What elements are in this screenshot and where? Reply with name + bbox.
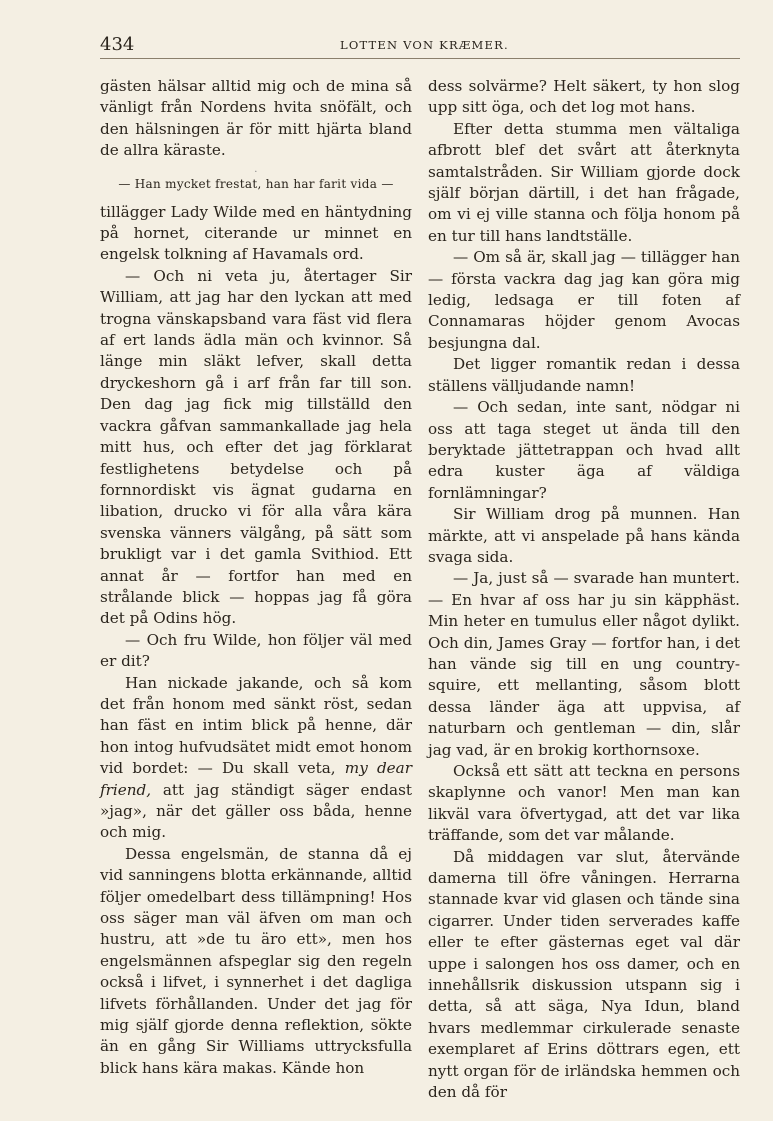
paragraph: Efter detta stumma men vältaliga afbrott blef det svårt att återknyta samtalstråden. Sir William gjorde dock själf början därtill, i det han frågade, om vi ej ville stanna och följa honom på en tur till hans landtställe. [428, 119, 740, 245]
verse-quote: · — Han mycket frestat, han har farit vida — [100, 170, 412, 192]
italic-phrase: my dear friend, [100, 759, 412, 799]
paragraph: tillägger Lady Wilde med en häntydning på hornet, citerande ur minnet en engelsk tolkning af Havamals ord. [100, 202, 412, 264]
right-column [428, 76, 740, 1104]
paragraph: — Och fru Wilde, hon följer väl med er dit? [100, 630, 412, 671]
paragraph [100, 673, 412, 844]
paragraph: — Och sedan, inte sant, nödgar ni oss att taga steget ut ända till den beryktade jättetrappan och hvad allt edra kuster äga af väldiga fornlämningar? [428, 398, 740, 502]
paragraph: Dessa engelsmän, de stanna då ej vid sanningens blotta erkännande, alltid följer omedelbart dess tillämpning! Hos oss säger man väl äfven om man och hustru, att »de tu äro ett», men hos engelsmännen afspeglar sig den regeln också i lifvet, i synnerhet i det dagliga lifvets förhållanden. Under det jag för mig själf gjorde denna reflektion, sökte än en gång Sir Williams uttrycksfulla blick hans kära makas. Kände hon [100, 844, 412, 1077]
text-run: Han nickade jakande, och så kom det från honom med sänkt röst, sedan han fäst en intim blick på henne, där hon intog hufvudsätet midt emot honom vid bordet: — Du skall veta, [100, 673, 412, 778]
text-run: att jag ständigt säger endast »jag», när det gäller oss båda, henne och mig. [100, 780, 412, 842]
paragraph: gästen hälsar alltid mig och de mina så vänligt från Nordens hvita snöfält, och den hälsningen är för mitt hjärta bland de allra käraste. [100, 77, 412, 160]
paragraph: Sir William drog på munnen. Han märkte, att vi anspelade på hans kända svaga sida. [428, 505, 740, 566]
header-rule [100, 58, 740, 59]
paragraph: Då middagen var slut, återvände damerna till öfre våningen. Herrarna stannade kvar vid glasen och tände sina cigarrer. Under tiden serverades kaffe eller te efter gästernas eget val där uppe i salongen hos oss damer, och en innehållsrik diskussion utspann sig i detta, så att säga, Nya Idun, bland hvars medlemmar cirkulerade senaste exemplaret af Erins döttrars egen, ett nytt organ för de irländska hemmen och den då för [428, 847, 740, 1102]
paragraph: — Ja, just så — svarade han muntert. — En hvar af oss har ju sin käpphäst. Min heter en tumulus eller något dylikt. Och din, James Gray — fortfor han, i det han vände sig till en ung country-squire, ett mellanting, såsom blott dessa länder äga att uppvisa, af naturbarn och gentleman — din, slår jag vad, är en brokig korthornsoxe. [428, 569, 740, 759]
running-title: LOTTEN VON KRÆMER. [340, 38, 509, 52]
paragraph: dess solvärme? Helt säkert, ty hon slog upp sitt öga, och det log mot hans. [428, 77, 740, 117]
page-header [100, 34, 740, 58]
paragraph: — Och ni veta ju, återtager Sir William, att jag har den lyckan att med trogna vänskapsband vara fäst vid flera af ert lands ädla män och kvinnor. Så länge min släkt lefver, skall detta dryckeshorn gå i arf från far till son. Den dag jag fick mig tillställd den vackra gåfvan sammankallade jag hela mitt hus, och efter det jag förklarat festlighetens betydelse och på fornnordiskt vis ägnat gudarna en libation, drucko vi för alla våra kära svenska vänners välgång, på sätt som brukligt var i det gamla Svithiod. Ett annat år — fortfor han med en strålande blick — hoppas jag få göra det på Odins hög. [100, 266, 412, 628]
paragraph: Det ligger romantik redan i dessa ställens välljudande namn! [428, 355, 740, 395]
paragraph: — Om så är, skall jag — tillägger han — första vackra dag jag kan göra mig ledig, ledsaga er till foten af Connamaras höjder genom Avocas besjungna dal. [428, 248, 740, 352]
paragraph: Också ett sätt att teckna en persons skaplynne och vanor! Men man kan likväl vara öfvertygad, att det var lika träffande, som det var målande. [428, 762, 740, 845]
page-number: 434 [100, 34, 135, 55]
left-column [100, 76, 412, 1079]
